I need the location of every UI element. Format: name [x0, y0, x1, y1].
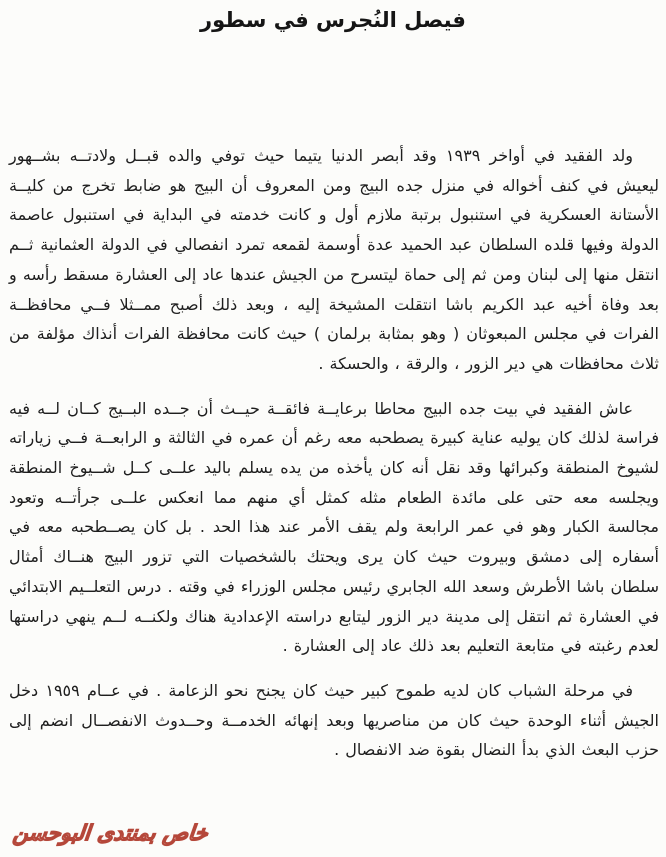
forum-watermark: خاص بمنتدى البوحسن — [11, 821, 209, 845]
page-title: فيصل النُجرس في سطور — [200, 8, 466, 32]
paragraph-birth-and-grandfather: ولد الفقيد في أواخر ١٩٣٩ وقد أبصر الدنيا يتيما حيث توفي والده قبــل ولادتــه بشــهور ليعيش في كنف أخواله في منزل جده البيج ومن المعروف أن البيج هو ضابط تخرج من كليــة الأستانة العسكرية في استنبول برتبة ملازم أول و كانت خدمته في البداية في استنبول عاصمة الدولة وفيها قلده السلطان عبد الحميد عدة أوسمة لقمعه تمرد انفصالي في الدولة العثمانية ثــم انتقل منها إلى لبنان ومن ثم إلى حماة ليتسرح من الجيش عندها عاد إلى العشارة مسقط رأسه و بعد وفاة أخيه عبد الكريم باشا انتقلت المشيخة إليه ، وبعد ذلك أصبح ممــثلا فــي محافظــة الفرات في مجلس المبعوثان ( وهو بمثابة برلمان ) حيث كانت محافظة الفرات أنذاك مؤلفة من ثلاث محافظات هي دير الزور ، والرقة ، والحسكة . — [9, 146, 659, 373]
paragraph-youth-army-baath: في مرحلة الشباب كان لديه طموح كبير حيث كان يجنح نحو الزعامة . في عــام ١٩٥٩ دخل الجيش أثناء الوحدة حيث كان من مناصريها وبعد إنهائه الخدمــة وحــدوث الانفصــال انضم إلى حزب البعث الذي بدأ النضال بقوة ضد الانفصال . — [9, 680, 659, 760]
document-body — [9, 141, 659, 765]
paragraph-childhood-upbringing: عاش الفقيد في بيت جده البيج محاطا برعايــة فائقــة حيــث أن جــده البــيج كــان لــه فيه فراسة لذلك كان يوليه عناية كبيرة يصطحبه معه رغم أن عمره في الثالثة و الرابعــة فــي زياراته لشيوخ المنطقة وكبرائها وقد نقل أنه كان يأخذه من يده يسلم باليد علــى كــل شــيوخ المنطقة ويجلسه معه حتى على مائدة الطعام مثله كمثل أي منهم مما انعكس علــى جرأتــه وتعود مجالسة الكبار وهو في عمر الرابعة ولم يقف الأمر عند هذا الحد . بل كان يصــطحبه معه في أسفاره إلى دمشق وبيروت حيث كان يرى ويحتك بالشخصيات التي تزور البيج هنــاك أمثال سلطان باشا الأطرش وسعد الله الجابري رئيس مجلس الوزراء في وقته . درس التعلــيم الابتدائي في العشارة ثم انتقل إلى مدينة دير الزور ليتابع دراسته الإعدادية هناك ولكنــه لــم ينهي دراستها لعدم رغبته في متابعة التعليم بعد ذلك عاد إلى العشارة . — [9, 398, 659, 656]
